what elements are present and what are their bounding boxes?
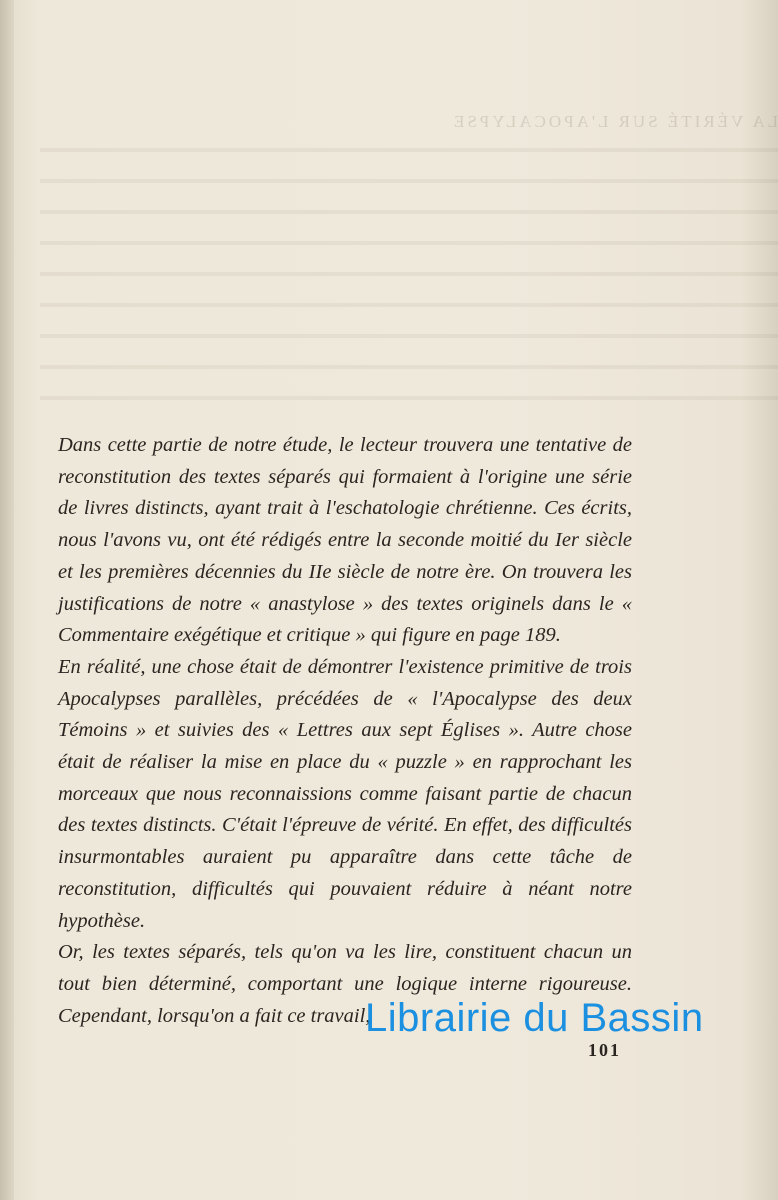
seller-watermark: Librairie du Bassin — [365, 996, 704, 1040]
bleed-through-text — [40, 140, 778, 410]
paragraph-3: Or, les textes séparés, tels qu'on va les lire, constituent chacun un tout bien déterminé, comportant une logique interne rigoureuse. Cependant, lorsqu'on a fait ce travail, — [58, 941, 632, 1027]
page-gutter — [0, 0, 14, 1200]
paragraph-2: En réalité, une chose était de démontrer l'existence primitive de trois Apocalypses parallèles, précédées de « l'Apocalypse des deux Témoins » et suivies des « Lettres aux sept Églises ». Autre chose était de réaliser la mise en place du « puzzle » en rapprochant les morceaux que nous reconnaissions comme faisant partie de chacun des textes distincts. C'était l'épreuve de vérité. En effet, des difficultés insurmontables auraient pu apparaître dans cette tâche de reconstitution, difficultés qui pouvaient réduire à néant notre hypothèse. — [58, 655, 632, 932]
paragraph-1: Dans cette partie de notre étude, le lecteur trouvera une tentative de reconstitution des textes séparés qui formaient à l'origine une série de livres distincts, ayant trait à l'eschatologie chrétienne. Ces écrits, nous l'avons vu, ont été rédigés entre la seconde moitié du Ier siècle et les premières décennies du IIe siècle de notre ère. On trouvera les justifications de notre « anastylose » des textes originels dans le « Commentaire exégétique et critique » qui figure en page 189. — [58, 434, 632, 647]
page-number: 101 — [588, 1040, 621, 1060]
bleed-through-header: LA VÉRITÉ SUR L'APOCALYPSE — [451, 112, 778, 131]
page-body — [58, 430, 632, 1032]
